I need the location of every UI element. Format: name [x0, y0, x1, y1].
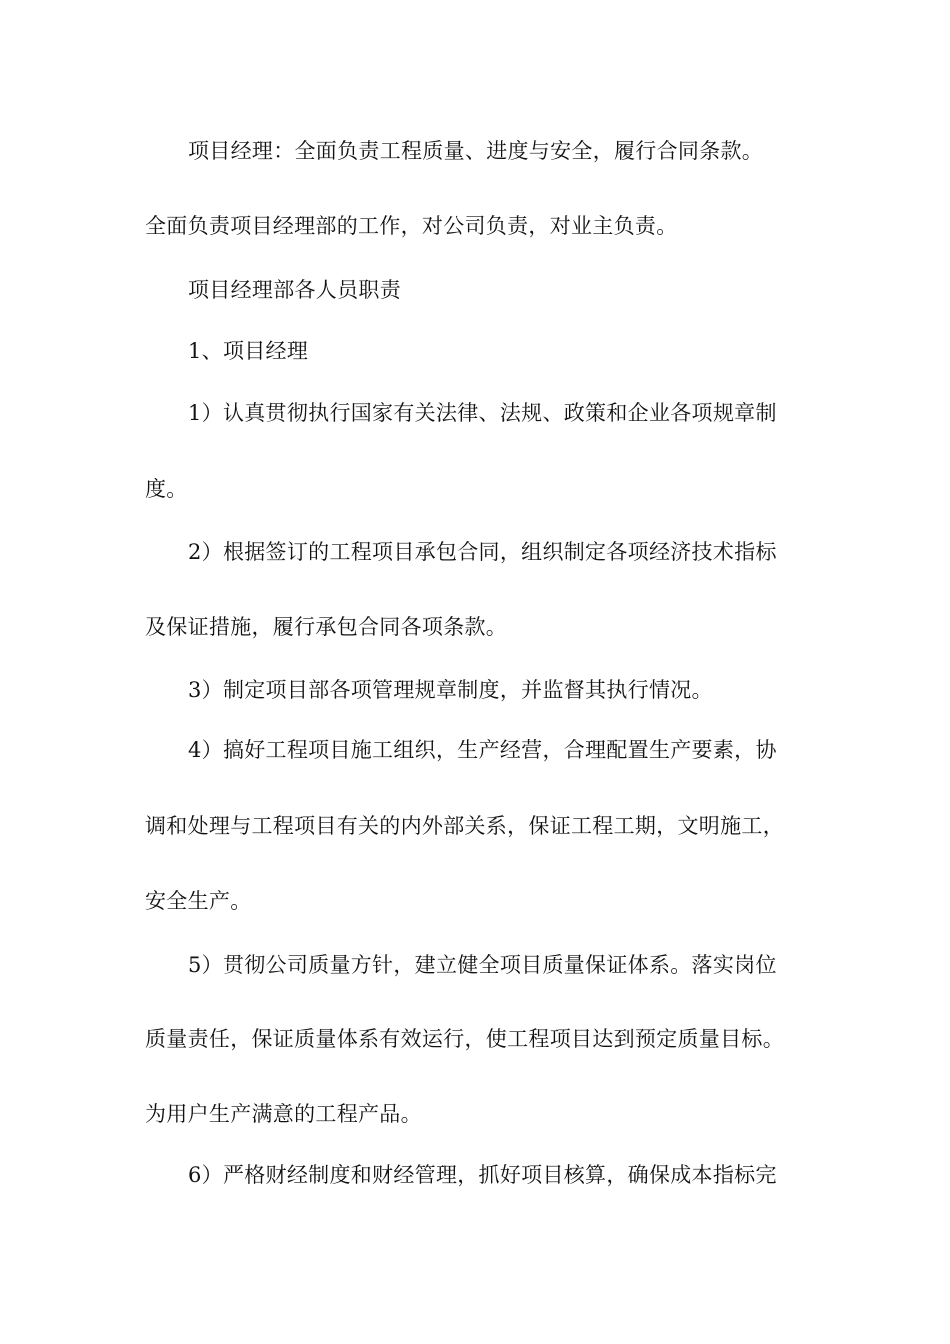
paragraph-line: 项目经理：全面负责工程质量、进度与安全，履行合同条款。	[188, 139, 764, 163]
subsection-heading: 1、项目经理	[188, 339, 309, 363]
list-item-line: 2）根据签订的工程项目承包合同，组织制定各项经济技术指标	[188, 540, 777, 564]
list-item-line: 3）制定项目部各项管理规章制度，并监督其执行情况。	[188, 678, 713, 702]
list-item-line: 1）认真贯彻执行国家有关法律、法规、政策和企业各项规章制	[188, 401, 777, 425]
list-item-line: 安全生产。	[145, 889, 252, 913]
list-item-line: 6）严格财经制度和财经管理，抓好项目核算，确保成本指标完	[188, 1163, 777, 1187]
list-item-line: 5）贯彻公司质量方针，建立健全项目质量保证体系。落实岗位	[188, 953, 777, 977]
list-item-line: 4）搞好工程项目施工组织，生产经营，合理配置生产要素，协	[188, 738, 777, 762]
section-heading: 项目经理部各人员职责	[188, 278, 401, 302]
list-item-line: 及保证措施，履行承包合同各项条款。	[145, 615, 508, 639]
list-item-line: 调和处理与工程项目有关的内外部关系，保证工程工期，文明施工，	[145, 814, 784, 838]
list-item-line: 为用户生产满意的工程产品。	[145, 1102, 422, 1126]
list-item-line: 度。	[145, 477, 188, 501]
list-item-line: 质量责任，保证质量体系有效运行，使工程项目达到预定质量目标。	[145, 1027, 784, 1051]
paragraph-line: 全面负责项目经理部的工作，对公司负责，对业主负责。	[145, 214, 678, 238]
